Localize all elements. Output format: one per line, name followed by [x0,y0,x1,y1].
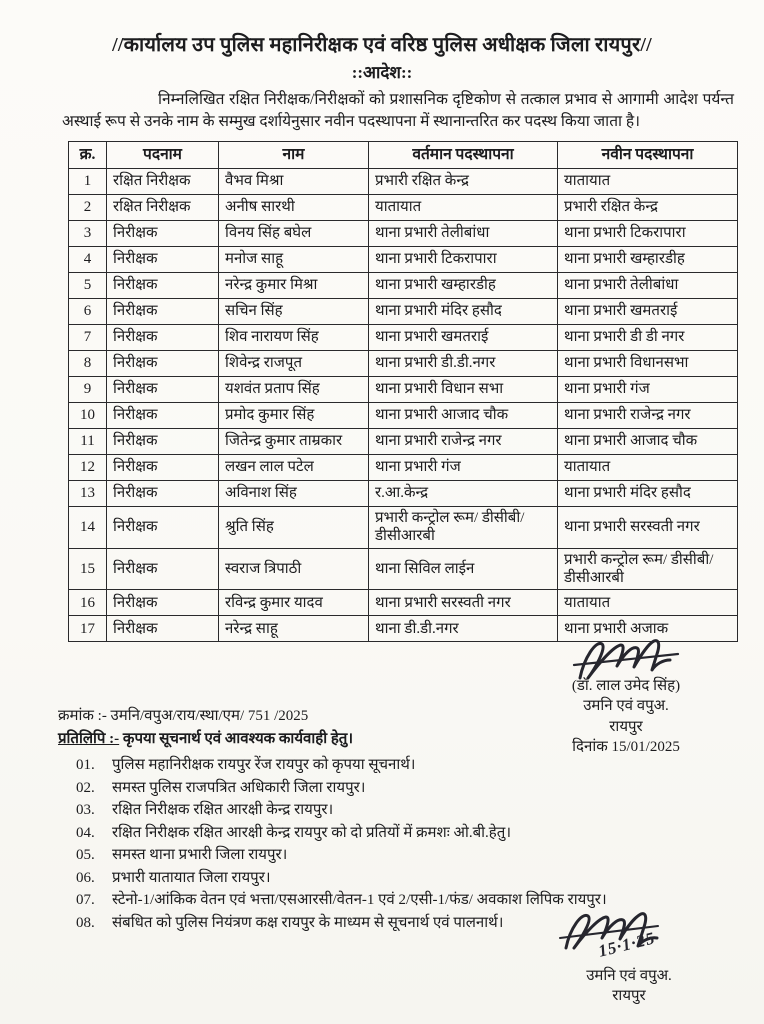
cell-new-posting: थाना प्रभारी खम्हारडीह [558,247,738,273]
distribution-list-item [76,754,676,777]
cell-designation: निरीक्षक [107,590,219,616]
table-row [69,429,738,455]
cell-name: श्रुति सिंह [219,507,369,549]
cell-name: लखन लाल पटेल [219,455,369,481]
item-text: समस्त पुलिस राजपत्रित अधिकारी जिला रायपुर। [112,779,366,796]
cell-designation: निरीक्षक [107,507,219,549]
cell-serial: 8 [69,351,107,377]
reference-block [58,705,353,748]
cell-designation: रक्षित निरीक्षक [107,195,219,221]
distribution-list-item [76,822,676,845]
order-date: दिनांक 15/01/2025 [572,738,680,755]
table-row [69,548,738,590]
signature-ink-icon [566,634,686,682]
cell-new-posting: थाना प्रभारी आजाद चौक [558,429,738,455]
cell-current-posting: थाना प्रभारी डी.डी.नगर [369,351,558,377]
cell-designation: निरीक्षक [107,247,219,273]
table-row [69,299,738,325]
cell-new-posting: प्रभारी रक्षित केन्द्र [558,195,738,221]
cell-designation: रक्षित निरीक्षक [107,169,219,195]
item-text: समस्त थाना प्रभारी जिला रायपुर। [112,847,288,864]
distribution-list-item [76,844,676,867]
cell-serial: 5 [69,273,107,299]
table-row [69,403,738,429]
transfer-table [68,141,738,642]
copy-to-purpose: कृपया सूचनार्थ एवं आवश्यक कार्यवाही हेतु। [122,731,354,748]
cell-name: यशवंत प्रताप सिंह [219,377,369,403]
item-number: 04. [76,824,95,841]
signatory-place: रायपुर [612,988,646,1005]
cell-name: शिव नारायण सिंह [219,325,369,351]
cell-current-posting: थाना प्रभारी विधान सभा [369,377,558,403]
item-number: 06. [76,869,95,886]
cell-new-posting: थाना प्रभारी अजाक [558,616,738,642]
cell-serial: 13 [69,481,107,507]
cell-designation: निरीक्षक [107,429,219,455]
cell-designation: निरीक्षक [107,403,219,429]
cell-new-posting: थाना प्रभारी खमतराई [558,299,738,325]
transfer-table-body [69,169,738,642]
distribution-list-item [76,799,676,822]
cell-current-posting: थाना प्रभारी आजाद चौक [369,403,558,429]
cell-new-posting: थाना प्रभारी तेलीबांधा [558,273,738,299]
cell-current-posting: थाना प्रभारी सरस्वती नगर [369,590,558,616]
cell-name: स्वराज त्रिपाठी [219,548,369,590]
cell-name: नरेन्द्र कुमार मिश्रा [219,273,369,299]
cell-current-posting: यातायात [369,195,558,221]
cell-new-posting: यातायात [558,590,738,616]
item-text: पुलिस महानिरीक्षक रायपुर रेंज रायपुर को कृपया सूचनार्थ। [112,757,416,774]
col-header-new-posting: नवीन पदस्थापना [558,142,738,169]
table-row [69,169,738,195]
cell-new-posting: थाना प्रभारी राजेन्द्र नगर [558,403,738,429]
cell-designation: निरीक्षक [107,299,219,325]
cell-serial: 6 [69,299,107,325]
cell-new-posting: थाना प्रभारी डी डी नगर [558,325,738,351]
office-title: //कार्यालय उप पुलिस महानिरीक्षक एवं वरिष्ठ पुलिस अधीक्षक जिला रायपुर// [112,34,652,56]
signature-ink-area [524,908,734,966]
handwritten-date: 15·1·25 [596,928,658,961]
table-row [69,481,738,507]
cell-name: जितेन्द्र कुमार ताम्रकार [219,429,369,455]
transfer-table-header [69,142,738,169]
cell-new-posting: यातायात [558,455,738,481]
cell-designation: निरीक्षक [107,377,219,403]
item-number: 01. [76,757,95,774]
cell-designation: निरीक्षक [107,325,219,351]
distribution-list-item [76,867,676,890]
table-row [69,455,738,481]
cell-designation: निरीक्षक [107,548,219,590]
table-row [69,507,738,549]
cell-designation: निरीक्षक [107,481,219,507]
cell-serial: 1 [69,169,107,195]
table-row [69,195,738,221]
cell-current-posting: थाना डी.डी.नगर [369,616,558,642]
cell-name: सचिन सिंह [219,299,369,325]
cell-serial: 10 [69,403,107,429]
cell-name: अविनाश सिंह [219,481,369,507]
signature-block-secondary [524,908,734,1007]
cell-current-posting: थाना प्रभारी टिकरापारा [369,247,558,273]
cell-name: रविन्द्र कुमार यादव [219,590,369,616]
table-row [69,351,738,377]
cell-designation: निरीक्षक [107,221,219,247]
cell-current-posting: थाना प्रभारी खम्हारडीह [369,273,558,299]
cell-name: वैभव मिश्रा [219,169,369,195]
col-header-name: नाम [219,142,369,169]
cell-designation: निरीक्षक [107,273,219,299]
copy-to-line [58,728,353,748]
col-header-serial: क्र. [69,142,107,169]
header-row [69,142,738,169]
signatory-designation: उमनि एवं वपुअ. [586,968,672,984]
cell-new-posting: थाना प्रभारी विधानसभा [558,351,738,377]
cell-new-posting: थाना प्रभारी टिकरापारा [558,221,738,247]
cell-serial: 12 [69,455,107,481]
cell-designation: निरीक्षक [107,616,219,642]
item-number: 03. [76,802,95,819]
cell-new-posting: थाना प्रभारी सरस्वती नगर [558,507,738,549]
cell-current-posting: थाना प्रभारी गंज [369,455,558,481]
table-row [69,325,738,351]
copy-to-label: प्रतिलिपि :- [58,731,120,748]
cell-current-posting: थाना प्रभारी मंदिर हसौद [369,299,558,325]
cell-serial: 7 [69,325,107,351]
cell-new-posting: थाना प्रभारी मंदिर हसौद [558,481,738,507]
cell-serial: 3 [69,221,107,247]
cell-serial: 11 [69,429,107,455]
col-header-current-posting: वर्तमान पदस्थापना [369,142,558,169]
item-text: रक्षित निरीक्षक रक्षित आरक्षी केन्द्र रायपुर। [112,802,334,819]
order-intro-paragraph: निम्नलिखित रक्षित निरीक्षक/निरीक्षकों को प्रशासनिक दृष्टिकोण से तत्काल प्रभाव से आगामी आदेश पर्यन्त अस्थाई रूप से उनके नाम के सम्मुख दर्शायेनुसार नवीन पदस्थापना में स्थानान्तरित कर पदस्थ किया जाता है। [62,91,734,130]
cell-name: प्रमोद कुमार सिंह [219,403,369,429]
col-header-designation: पदनाम [107,142,219,169]
cell-serial: 4 [69,247,107,273]
cell-new-posting: यातायात [558,169,738,195]
cell-name: नरेन्द्र साहू [219,616,369,642]
item-text: रक्षित निरीक्षक रक्षित आरक्षी केन्द्र रायपुर को दो प्रतियों में क्रमशः ओ.बी.हेतु। [112,824,512,841]
cell-serial: 14 [69,507,107,549]
table-row [69,221,738,247]
item-text: संबधित को पुलिस नियंत्रण कक्ष रायपुर के माध्यम से सूचनार्थ एवं पालनार्थ। [112,914,504,931]
cell-designation: निरीक्षक [107,455,219,481]
distribution-list-item [76,777,676,800]
reference-number-line: क्रमांक :- उमनि/वपुअ/राय/स्था/एम/ 751 /2025 [58,708,309,725]
cell-new-posting: प्रभारी कन्ट्रोल रूम/ डीसीबी/डीसीआरबी [558,548,738,590]
cell-serial: 9 [69,377,107,403]
cell-new-posting: थाना प्रभारी गंज [558,377,738,403]
signatory-designation: उमनि एवं वपुअ. [583,698,669,715]
cell-name: विनय सिंह बघेल [219,221,369,247]
signatory-name: (डॉ. लाल उमेद सिंह) [571,678,681,695]
order-heading: ::आदेश:: [351,63,413,82]
item-number: 07. [76,892,95,909]
item-text: स्टेनो-1/आंकिक वेतन एवं भत्ता/एसआरसी/वेतन-1 एवं 2/एसी-1/फंड/ अवकाश लिपिक रायपुर। [112,892,607,909]
cell-serial: 2 [69,195,107,221]
item-text: प्रभारी यातायात जिला रायपुर। [112,869,271,886]
item-number: 08. [76,914,95,931]
table-row [69,247,738,273]
item-number: 02. [76,779,95,796]
cell-current-posting: प्रभारी कन्ट्रोल रूम/ डीसीबी/डीसीआरबी [369,507,558,549]
cell-serial: 16 [69,590,107,616]
cell-current-posting: थाना प्रभारी खमतराई [369,325,558,351]
cell-current-posting: थाना सिविल लाईन [369,548,558,590]
signatory-place: रायपुर [609,718,643,735]
table-row [69,273,738,299]
cell-name: मनोज साहू [219,247,369,273]
cell-current-posting: थाना प्रभारी राजेन्द्र नगर [369,429,558,455]
reference-and-signature-section [0,642,764,755]
cell-current-posting: र.आ.केन्द्र [369,481,558,507]
cell-current-posting: प्रभारी रक्षित केन्द्र [369,169,558,195]
table-row [69,377,738,403]
cell-current-posting: थाना प्रभारी तेलीबांधा [369,221,558,247]
cell-name: अनीष सारथी [219,195,369,221]
signature-block-primary [506,634,746,757]
cell-designation: निरीक्षक [107,351,219,377]
cell-name: शिवेन्द्र राजपूत [219,351,369,377]
cell-serial: 15 [69,548,107,590]
item-number: 05. [76,847,95,864]
cell-serial: 17 [69,616,107,642]
table-row [69,590,738,616]
